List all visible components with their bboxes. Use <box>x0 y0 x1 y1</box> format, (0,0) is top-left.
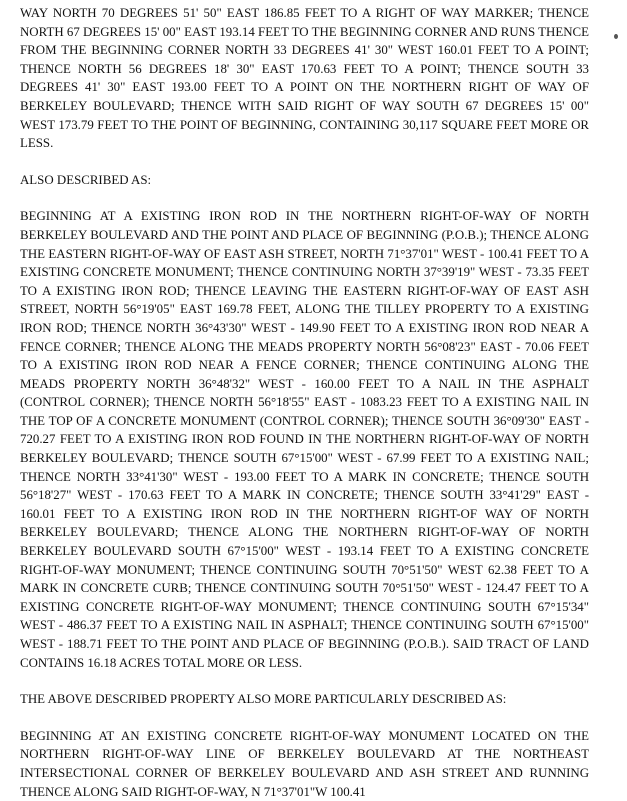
paragraph-spacer <box>20 189 589 207</box>
paragraph-spacer <box>20 709 589 727</box>
particularly-described-heading: THE ABOVE DESCRIBED PROPERTY ALSO MORE PARTICULARLY DESCRIBED AS: <box>20 692 507 707</box>
scan-speck <box>614 34 618 39</box>
beginning-description-paragraph: BEGINNING AT AN EXISTING CONCRETE RIGHT-OF-WAY MONUMENT LOCATED ON THE NORTHERN RIGHT-OF-WAY LINE OF BERKELEY BOULEVARD AT THE NORTHEAST INTERSECTIONAL CORNER OF BERKELEY BOULEVARD AND ASH STREET AND RUNNING THENCE ALONG SAID RIGHT-OF-WAY, N 71°37'01"W 100.41 <box>20 728 589 799</box>
paragraph-spacer <box>20 672 589 690</box>
property-description-paragraph: WAY NORTH 70 DEGREES 51' 50" EAST 186.85 FEET TO A RIGHT OF WAY MARKER; THENCE NORTH 67 DEGREES 15' 00" EAST 193.14 FEET TO THE BEGINNING CORNER AND RUNS THENCE FROM THE BEGINNING CORNER NORTH 33 DEGREES 41' 30" WEST 160.01 FEET TO A POINT; THENCE NORTH 56 DEGREES 18' 30" EAST 170.63 FEET TO A POINT; THENCE SOUTH 33 DEGREES 41' 30" EAST 193.00 FEET TO A POINT ON THE NORTHERN RIGHT OF WAY OF BERKELEY BOULEVARD; THENCE WITH SAID RIGHT OF WAY SOUTH 67 DEGREES 15' 00" WEST 173.79 FEET TO THE POINT OF BEGINNING, CONTAINING 30,117 SQUARE FEET MORE OR LESS. <box>20 6 589 151</box>
paragraph-spacer <box>20 153 589 171</box>
metes-and-bounds-paragraph: BEGINNING AT A EXISTING IRON ROD IN THE NORTHERN RIGHT-OF-WAY OF NORTH BERKELEY BOULEVARD AND THE POINT AND PLACE OF BEGINNING (P.O.B.); THENCE ALONG THE EASTERN RIGHT-OF-WAY OF EAST ASH STREET, NORTH 71°37'01" WEST - 100.41 FEET TO A EXISTING CONCRETE MONUMENT; THENCE CONTINUING NORTH 37°39'19" WEST - 73.35 FEET TO A EXISTING IRON ROD; THENCE LEAVING THE EASTERN RIGHT-OF-WAY OF EAST ASH STREET, NORTH 56°19'05" EAST 169.78 FEET, ALONG THE TILLEY PROPERTY TO A EXISTING IRON ROD; THENCE NORTH 36°43'30" WEST - 149.90 FEET TO A EXISTING IRON ROD NEAR A FENCE CORNER; THENCE ALONG THE MEADS PROPERTY NORTH 56°08'23" EAST - 70.06 FEET TO A EXISTING IRON ROD NEAR A FENCE CORNER; THENCE CONTINUING ALONG THE MEADS PROPERTY NORTH 36°48'32" WEST - 160.00 FEET TO A NAIL IN THE ASPHALT (CONTROL CORNER); THENCE NORTH 56°18'55" EAST - 1083.23 FEET TO A EXISTING NAIL IN THE TOP OF A CONCRETE MONUMENT (CONTROL CORNER); THENCE SOUTH 36°09'30" EAST - 720.27 FEET TO A EXISTING IRON ROD FOUND IN THE NORTHERN RIGHT-OF-WAY OF NORTH BERKELEY BOULEVARD; THENCE SOUTH 67°15'00" WEST - 67.99 FEET TO A EXISTING NAIL; THENCE NORTH 33°41'30" WEST - 193.00 FEET TO A MARK IN CONCRETE; THENCE SOUTH 56°18'27" WEST - 170.63 FEET TO A MARK IN CONCRETE; THENCE SOUTH 33°41'29" EAST - 160.01 FEET TO A EXISTING IRON ROD IN THE NORTHERN RIGHT-OF WAY OF NORTH BERKELEY BOULEVARD; THENCE ALONG THE NORTHERN RIGHT-OF-WAY OF NORTH BERKELEY BOULEVARD SOUTH 67°15'00" WEST - 193.14 FEET TO A EXISTING CONCRETE RIGHT-OF-WAY MONUMENT; THENCE CONTINUING SOUTH 70°51'50" WEST 62.38 FEET TO A MARK IN CONCRETE CURB; THENCE CONTINUING SOUTH 70°51'50" WEST - 124.47 FEET TO A EXISTING CONCRETE RIGHT-OF-WAY MONUMENT; THENCE CONTINUING SOUTH 67°15'34" WEST - 486.37 FEET TO A EXISTING NAIL IN ASPHALT; THENCE CONTINUING SOUTH 67°15'00" WEST - 188.71 FEET TO THE POINT AND PLACE OF BEGINNING (P.O.B.). SAID TRACT OF LAND CONTAINS 16.18 ACRES TOTAL MORE OR LESS. <box>20 209 589 670</box>
also-described-heading: ALSO DESCRIBED AS: <box>20 172 152 187</box>
document-page <box>20 4 589 801</box>
